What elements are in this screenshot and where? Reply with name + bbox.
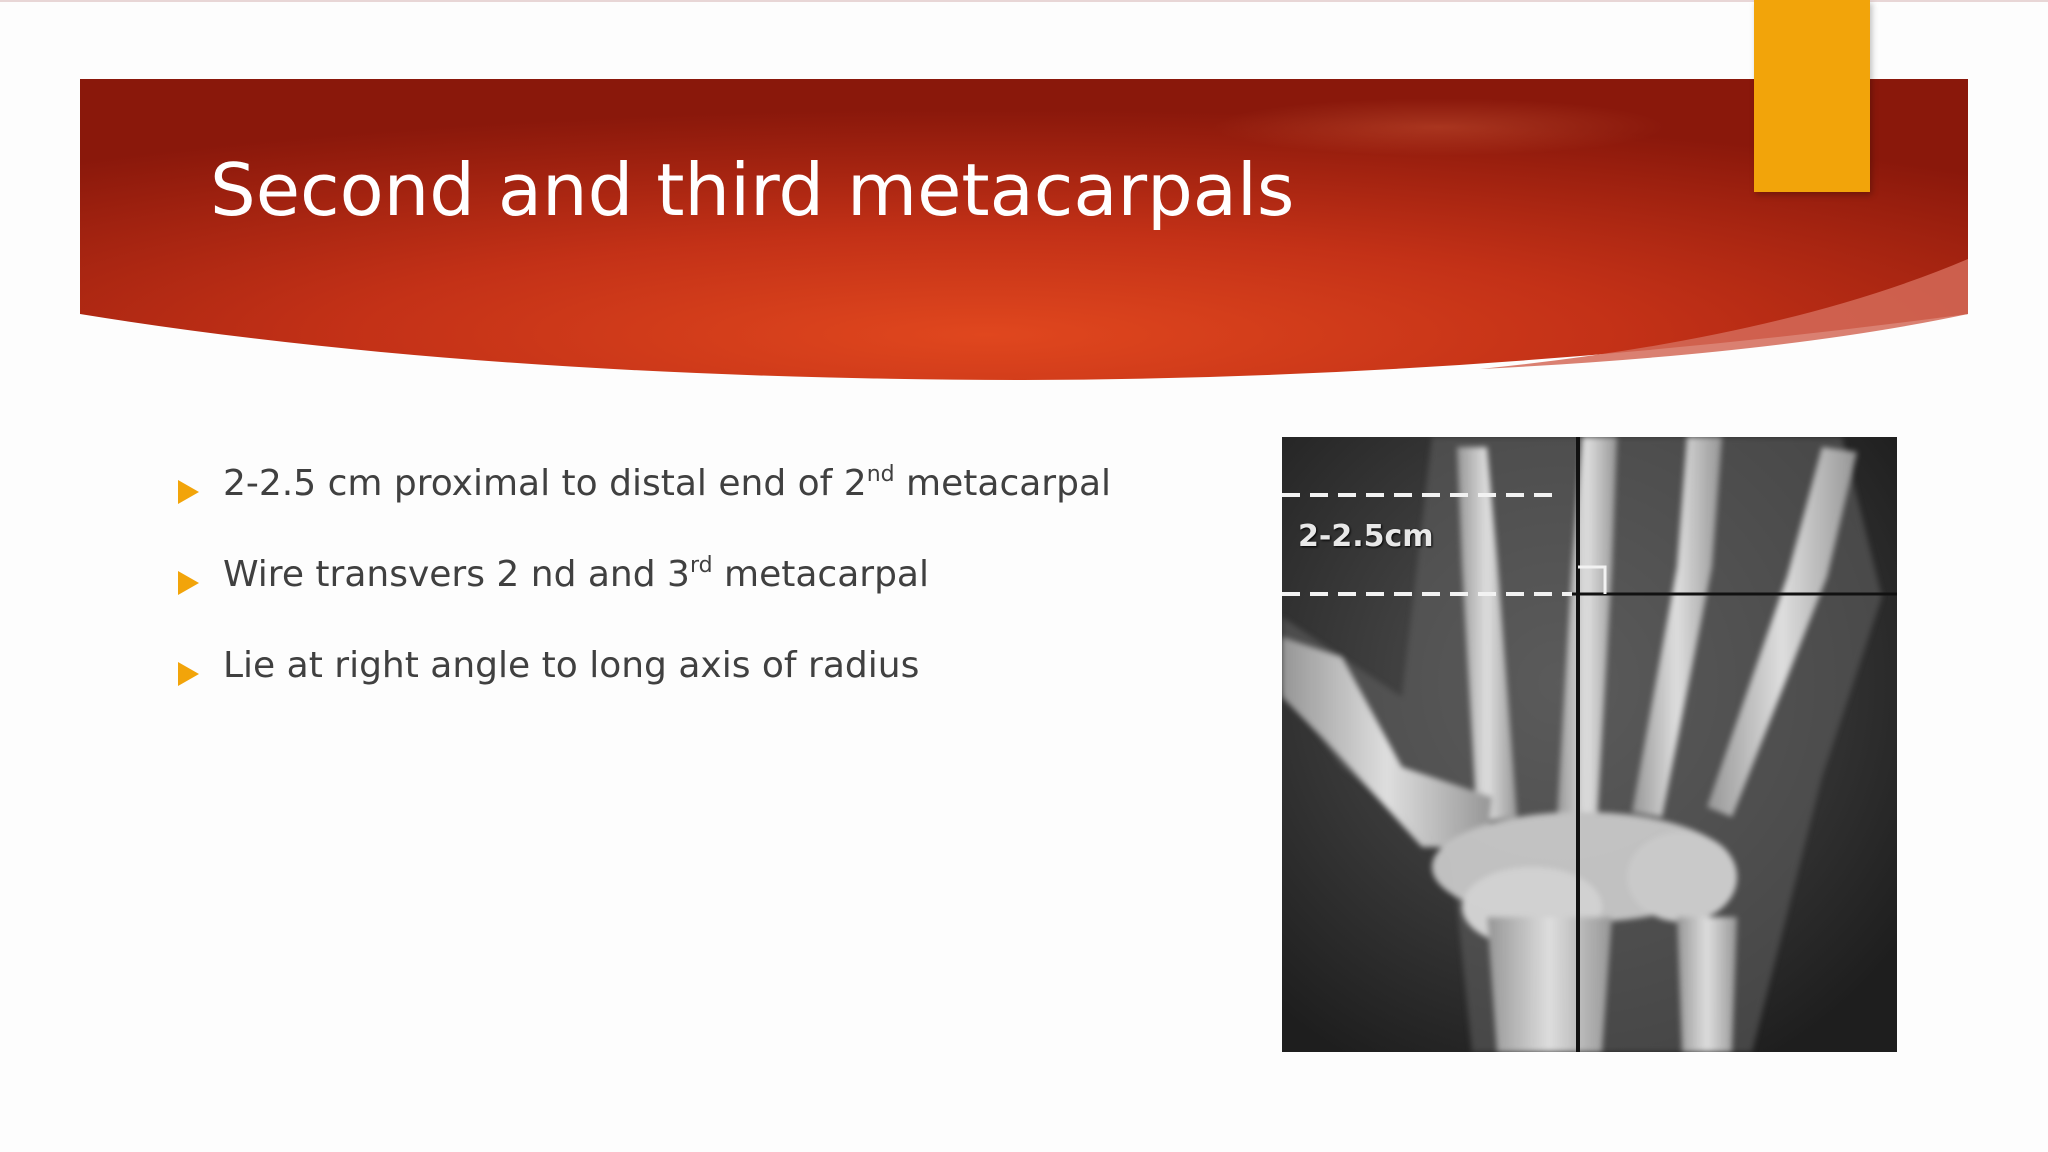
triangle-bullet-icon <box>178 480 199 504</box>
slide-title: Second and third metacarpals <box>210 148 1295 232</box>
bullet-item <box>178 551 1111 642</box>
triangle-bullet-icon <box>178 571 199 595</box>
bullet-item <box>178 460 1111 551</box>
top-border <box>0 0 2048 2</box>
bullet-text: Lie at right angle to long axis of radius <box>223 645 920 686</box>
bullet-text: Wire transvers 2 nd and 3rd metacarpal <box>223 553 929 595</box>
bullet-list <box>178 460 1111 733</box>
bullet-text: 2-2.5 cm proximal to distal end of 2nd metacarpal <box>223 462 1112 504</box>
bullet-item <box>178 642 1111 733</box>
hand-xray-image <box>1282 437 1897 1052</box>
triangle-bullet-icon <box>178 662 199 686</box>
accent-tab <box>1754 0 1870 192</box>
xray-measurement-label: 2-2.5cm <box>1298 519 1434 554</box>
